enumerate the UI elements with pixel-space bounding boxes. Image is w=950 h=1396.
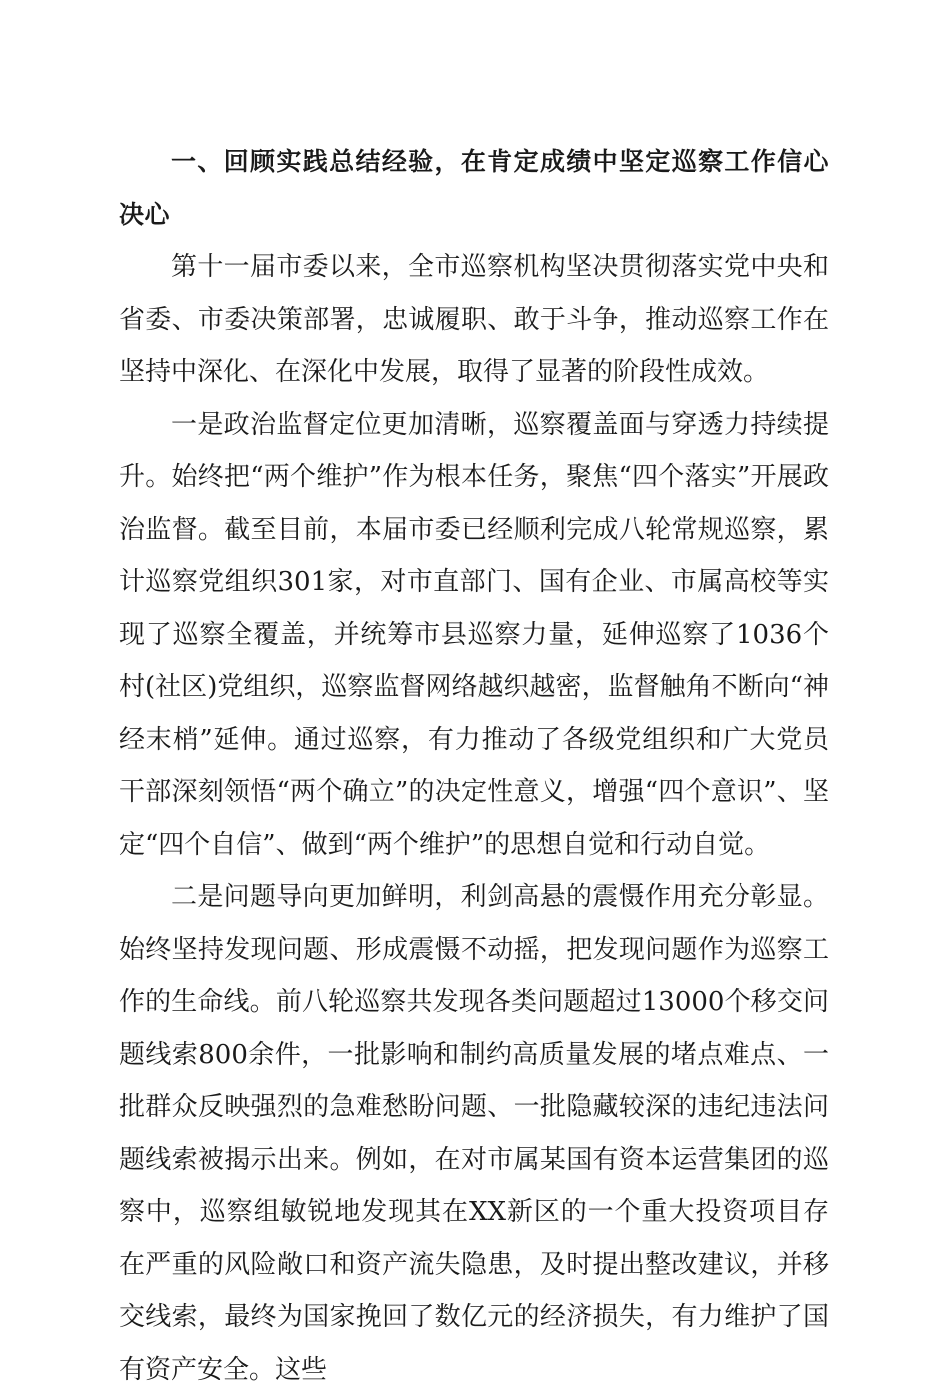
paragraph-point-one: 一是政治监督定位更加清晰，巡察覆盖面与穿透力持续提升。始终把“两个维护”作为根本任务，聚焦“四个落实”开展政治监督。截至目前，本届市委已经顺利完成八轮常规巡察，累计巡察党组织301家，对市直部门、国有企业、市属高校等实现了巡察全覆盖，并统筹市县巡察力量，延伸巡察了1036个村(社区)党组织，巡察监督网络越织越密，监督触角不断向“神经末梢”延伸。通过巡察，有力推动了各级党组织和广大党员干部深刻领悟“两个确立”的决定性意义，增强“四个意识”、坚定“四个自信”、做到“两个维护”的思想自觉和行动自觉。 <box>119 409 829 860</box>
paragraph-intro: 第十一届市委以来，全市巡察机构坚决贯彻落实党中央和省委、市委决策部署，忠诚履职、敢于斗争，推动巡察工作在坚持中深化、在深化中发展，取得了显著的阶段性成效。 <box>119 252 829 387</box>
document-body <box>119 136 829 1396</box>
section-heading: 一、回顾实践总结经验，在肯定成绩中坚定巡察工作信心决心 <box>119 147 829 229</box>
paragraph-point-two: 二是问题导向更加鲜明，利剑高悬的震慑作用充分彰显。始终坚持发现问题、形成震慑不动摇，把发现问题作为巡察工作的生命线。前八轮巡察共发现各类问题超过13000个移交问题线索800余件，一批影响和制约高质量发展的堵点难点、一批群众反映强烈的急难愁盼问题、一批隐藏较深的违纪违法问题线索被揭示出来。例如，在对市属某国有资本运营集团的巡察中，巡察组敏锐地发现其在XX新区的一个重大投资项目存在严重的风险敞口和资产流失隐患，及时提出整改建议，并移交线索，最终为国家挽回了数亿元的经济损失，有力维护了国有资产安全。这些 <box>119 882 829 1385</box>
